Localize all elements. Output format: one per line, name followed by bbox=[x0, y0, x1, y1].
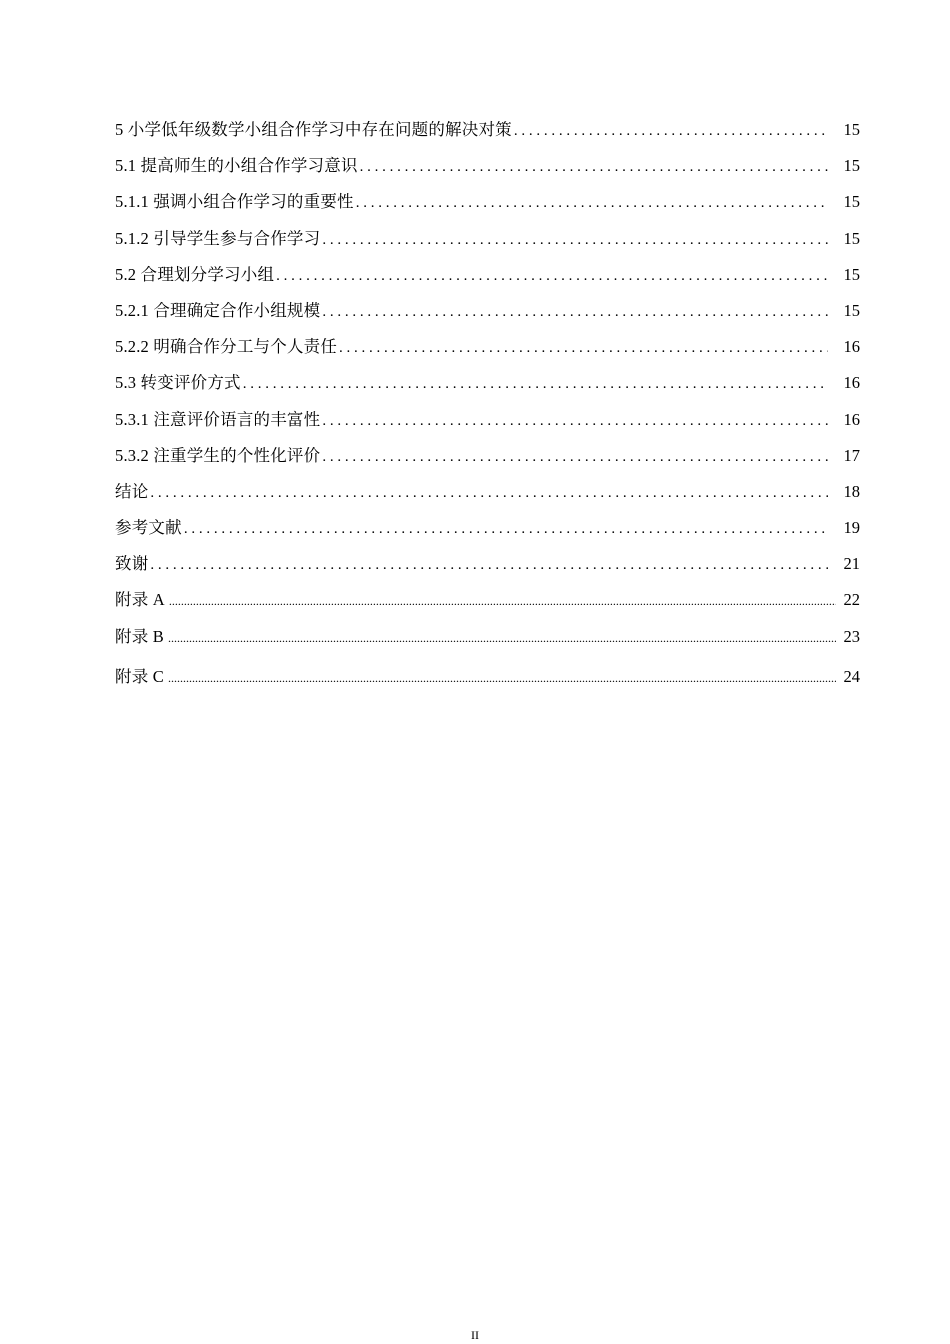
toc-entry-title: 5 小学低年级数学小组合作学习中存在问题的解决对策 bbox=[115, 120, 512, 139]
toc-entry-title: 5.2 合理划分学习小组 bbox=[115, 264, 275, 284]
toc-entry-title: 附录 B bbox=[115, 626, 164, 646]
toc-entry[interactable] bbox=[115, 623, 860, 659]
toc-entry[interactable] bbox=[115, 369, 860, 405]
toc-leader-dots bbox=[168, 624, 836, 652]
toc-entry-title: 结论 bbox=[115, 481, 149, 501]
toc-entry-page: 15 bbox=[843, 264, 860, 284]
toc-entry[interactable] bbox=[115, 333, 860, 369]
toc-entry[interactable] bbox=[115, 297, 860, 333]
toc-entry-page: 15 bbox=[843, 192, 860, 212]
toc-entry-title: 5.2.1 合理确定合作小组规模 bbox=[115, 300, 321, 320]
toc-entry-title: 5.3.2 注重学生的个性化评价 bbox=[115, 445, 321, 465]
toc-leader-dots bbox=[150, 479, 828, 507]
page-number: II bbox=[471, 1328, 479, 1342]
toc-entry-title: 5.1 提高师生的小组合作学习意识 bbox=[115, 156, 358, 176]
toc-entry-page: 18 bbox=[843, 481, 860, 501]
toc-entry-page: 16 bbox=[843, 409, 860, 429]
toc-leader-dots bbox=[322, 443, 828, 471]
toc-leader-dots bbox=[322, 407, 828, 435]
toc-entry-title: 附录 A bbox=[115, 590, 165, 610]
toc-entry-page: 16 bbox=[843, 373, 860, 393]
toc-leader-dots bbox=[322, 226, 828, 254]
toc-entry-page: 15 bbox=[843, 156, 860, 176]
table-of-contents bbox=[115, 116, 860, 699]
toc-leader-dots bbox=[339, 334, 828, 362]
toc-entry[interactable] bbox=[115, 152, 860, 188]
toc-leader-dots bbox=[514, 117, 828, 145]
toc-entry-page: 19 bbox=[843, 518, 860, 538]
toc-entry-page: 16 bbox=[843, 337, 860, 357]
toc-leader-dots bbox=[356, 189, 828, 217]
toc-entry-page: 21 bbox=[843, 554, 860, 574]
toc-entry[interactable] bbox=[115, 261, 860, 297]
toc-entry-page: 15 bbox=[843, 228, 860, 248]
toc-leader-dots bbox=[168, 664, 836, 692]
toc-leader-dots bbox=[360, 153, 828, 181]
toc-leader-dots bbox=[150, 551, 828, 579]
toc-entry-title: 附录 C bbox=[115, 666, 164, 686]
toc-entry-title: 致谢 bbox=[115, 554, 149, 574]
toc-entry[interactable] bbox=[115, 116, 860, 152]
toc-entry-title: 5.1.1 强调小组合作学习的重要性 bbox=[115, 192, 354, 212]
toc-entry-page: 23 bbox=[843, 626, 860, 646]
toc-entry[interactable] bbox=[115, 663, 860, 699]
toc-entry-title: 参考文献 bbox=[115, 518, 182, 538]
toc-entry-page: 15 bbox=[843, 300, 860, 320]
toc-entry[interactable] bbox=[115, 586, 860, 622]
toc-entry-title: 5.3.1 注意评价语言的丰富性 bbox=[115, 409, 321, 429]
toc-entry[interactable] bbox=[115, 225, 860, 261]
toc-entry-page: 22 bbox=[843, 590, 860, 610]
toc-entry-title: 5.1.2 引导学生参与合作学习 bbox=[115, 228, 321, 248]
toc-leader-dots bbox=[169, 587, 836, 615]
toc-leader-dots bbox=[322, 298, 828, 326]
toc-entry[interactable] bbox=[115, 514, 860, 550]
toc-leader-dots bbox=[184, 515, 828, 543]
toc-entry-page: 24 bbox=[843, 666, 860, 686]
toc-entry[interactable] bbox=[115, 188, 860, 224]
toc-entry[interactable] bbox=[115, 442, 860, 478]
toc-entry[interactable] bbox=[115, 550, 860, 586]
toc-entry-page: 17 bbox=[843, 445, 860, 465]
toc-entry[interactable] bbox=[115, 406, 860, 442]
toc-entry-title: 5.3 转变评价方式 bbox=[115, 373, 241, 393]
toc-entry-page: 15 bbox=[843, 120, 860, 139]
toc-entry-title: 5.2.2 明确合作分工与个人责任 bbox=[115, 337, 338, 357]
toc-leader-dots bbox=[243, 370, 828, 398]
toc-leader-dots bbox=[276, 262, 828, 290]
toc-entry[interactable] bbox=[115, 478, 860, 514]
